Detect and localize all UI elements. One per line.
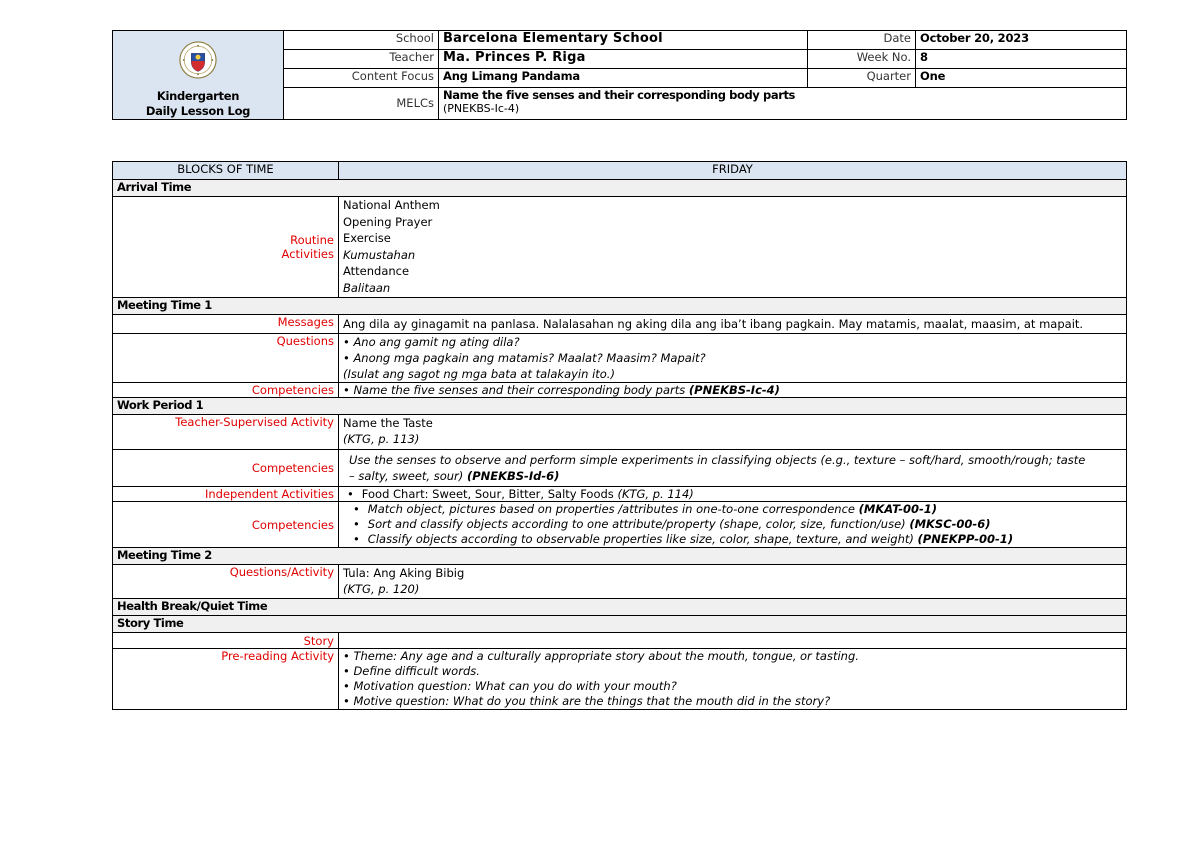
story-label: Story <box>113 633 339 649</box>
competency-item: • Classify objects according to observable properties like size, color, shape, texture, and weight) (PNEKPP-00-1) <box>353 532 1014 546</box>
logo-cell <box>113 31 284 120</box>
competency-code: (MKSC-00-6) <box>909 517 991 531</box>
competencies-label-indep: Competencies <box>113 502 339 548</box>
routine-item: Exercise <box>343 231 391 245</box>
col-friday: FRIDAY <box>339 162 1127 180</box>
teacher-value: Ma. Princes P. Riga <box>439 49 808 68</box>
log-title-line2: Daily Lesson Log <box>145 104 251 118</box>
teacher-label: Teacher <box>284 49 439 68</box>
competency-item: • Sort and classify objects according to one attribute/property (shape, color, size, function/use) (MKSC-00-6) <box>353 517 991 531</box>
date-label: Date <box>808 31 916 50</box>
story-value <box>339 633 1127 649</box>
pre-reading-list <box>339 649 1127 710</box>
content-focus-value: Ang Limang Pandama <box>439 68 808 87</box>
competency-text: Sort and classify objects according to one attribute/property (shape, color, size, function/use) <box>367 517 910 531</box>
week-label: Week No. <box>808 49 916 68</box>
question-item: • Anong mga pagkain ang matamis? Maalat? Maasim? Mapait? <box>343 351 706 365</box>
routine-label-line1: Routine <box>290 233 334 247</box>
routine-label-line2: Activities <box>281 247 334 261</box>
questions-label: Questions <box>113 334 339 383</box>
melcs-value: Name the five senses and their corresponding body parts <box>443 87 796 102</box>
competency-code: (MKAT-00-1) <box>858 502 938 516</box>
routine-item: Balitaan <box>343 280 391 295</box>
school-label: School <box>284 31 439 50</box>
routine-item: National Anthem <box>343 198 440 212</box>
independent-activity: • Food Chart: Sweet, Sour, Bitter, Salty Foods (KTG, p. 114) <box>339 487 1127 502</box>
question-item: (Isulat ang sagot ng mga bata at talakayin ito.) <box>343 367 615 381</box>
competency-code: (PNEKBS-Ic-4) <box>688 383 780 397</box>
teacher-supervised-label: Teacher-Supervised Activity <box>113 415 339 450</box>
questions-list <box>339 334 1127 383</box>
teacher-supervised-activity <box>339 415 1127 450</box>
quarter-value: One <box>916 68 1127 87</box>
melcs-code: (PNEKBS-Ic-4) <box>443 101 520 115</box>
routine-activities-label <box>113 197 339 298</box>
content-focus-label: Content Focus <box>284 68 439 87</box>
qa-ref: (KTG, p. 120) <box>343 582 420 596</box>
routine-item: Kumustahan <box>343 247 416 262</box>
section-health-break: Health Break/Quiet Time <box>113 599 1127 616</box>
competency-indep-list <box>339 502 1127 548</box>
indep-text: Food Chart: Sweet, Sour, Bitter, Salty Foods <box>361 487 618 501</box>
competency-meeting1 <box>339 383 1127 398</box>
quarter-label: Quarter <box>808 68 916 87</box>
competency-tsa <box>339 450 1127 487</box>
tsa-title: Name the Taste <box>343 416 433 430</box>
competency-item: • Match object, pictures based on properties /attributes in one-to-one correspondence (MKAT-00-1) <box>353 502 938 516</box>
qa-title: Tula: Ang Aking Bibig <box>343 566 465 580</box>
pre-reading-item: • Theme: Any age and a culturally appropriate story about the mouth, tongue, or tasting. <box>343 649 859 663</box>
section-work-period-1: Work Period 1 <box>113 398 1127 415</box>
section-story-time: Story Time <box>113 616 1127 633</box>
deped-seal-icon <box>179 41 217 79</box>
log-title <box>113 89 283 119</box>
messages-label: Messages <box>113 315 339 334</box>
questions-activity <box>339 565 1127 599</box>
col-blocks-of-time: BLOCKS OF TIME <box>113 162 339 180</box>
competencies-label-meeting1: Competencies <box>113 383 339 398</box>
competency-text: Classify objects according to observable properties like size, color, shape, texture, and weight) <box>367 532 918 546</box>
section-meeting-time-2: Meeting Time 2 <box>113 548 1127 565</box>
competency-text: • Name the five senses and their corresponding body parts <box>343 383 689 397</box>
week-value: 8 <box>916 49 1127 68</box>
lesson-log-table <box>112 161 1127 710</box>
competency-text: Use the senses to observe and perform simple experiments in classifying objects (e.g., texture – soft/hard, smooth/rough; taste – salty, sweet, sour) <box>349 453 1086 483</box>
pre-reading-label: Pre-reading Activity <box>113 649 339 710</box>
routine-activities-list <box>339 197 1127 298</box>
section-meeting-time-1: Meeting Time 1 <box>113 298 1127 315</box>
competency-text: Match object, pictures based on properties /attributes in one-to-one correspondence <box>367 502 859 516</box>
school-value: Barcelona Elementary School <box>439 31 808 50</box>
competency-code: (PNEKBS-Id-6) <box>466 469 560 483</box>
routine-item: Attendance <box>343 264 410 278</box>
questions-activity-label: Questions/Activity <box>113 565 339 599</box>
melcs-cell <box>439 87 1127 119</box>
competencies-label-tsa: Competencies <box>113 450 339 487</box>
tsa-ref: (KTG, p. 113) <box>343 432 420 446</box>
indep-ref: (KTG, p. 114) <box>617 487 694 501</box>
messages-text: Ang dila ay ginagamit na panlasa. Nalalasahan ng aking dila ang iba’t ibang pagkain. May matamis, maalat, maasim, at mapait. <box>339 315 1127 334</box>
pre-reading-item: • Define difficult words. <box>343 664 480 678</box>
independent-activities-label: Independent Activities <box>113 487 339 502</box>
section-arrival-time: Arrival Time <box>113 180 1127 197</box>
date-value: October 20, 2023 <box>916 31 1127 50</box>
log-title-line1: Kindergarten <box>156 89 240 103</box>
pre-reading-item: • Motive question: What do you think are the things that the mouth did in the story? <box>343 694 831 708</box>
lesson-log-header <box>112 30 1127 120</box>
routine-item: Opening Prayer <box>343 214 433 229</box>
pre-reading-item: • Motivation question: What can you do with your mouth? <box>343 679 677 693</box>
competency-code: (PNEKPP-00-1) <box>917 532 1014 546</box>
melcs-label: MELCs <box>284 87 439 119</box>
question-item: • Ano ang gamit ng ating dila? <box>343 335 520 349</box>
